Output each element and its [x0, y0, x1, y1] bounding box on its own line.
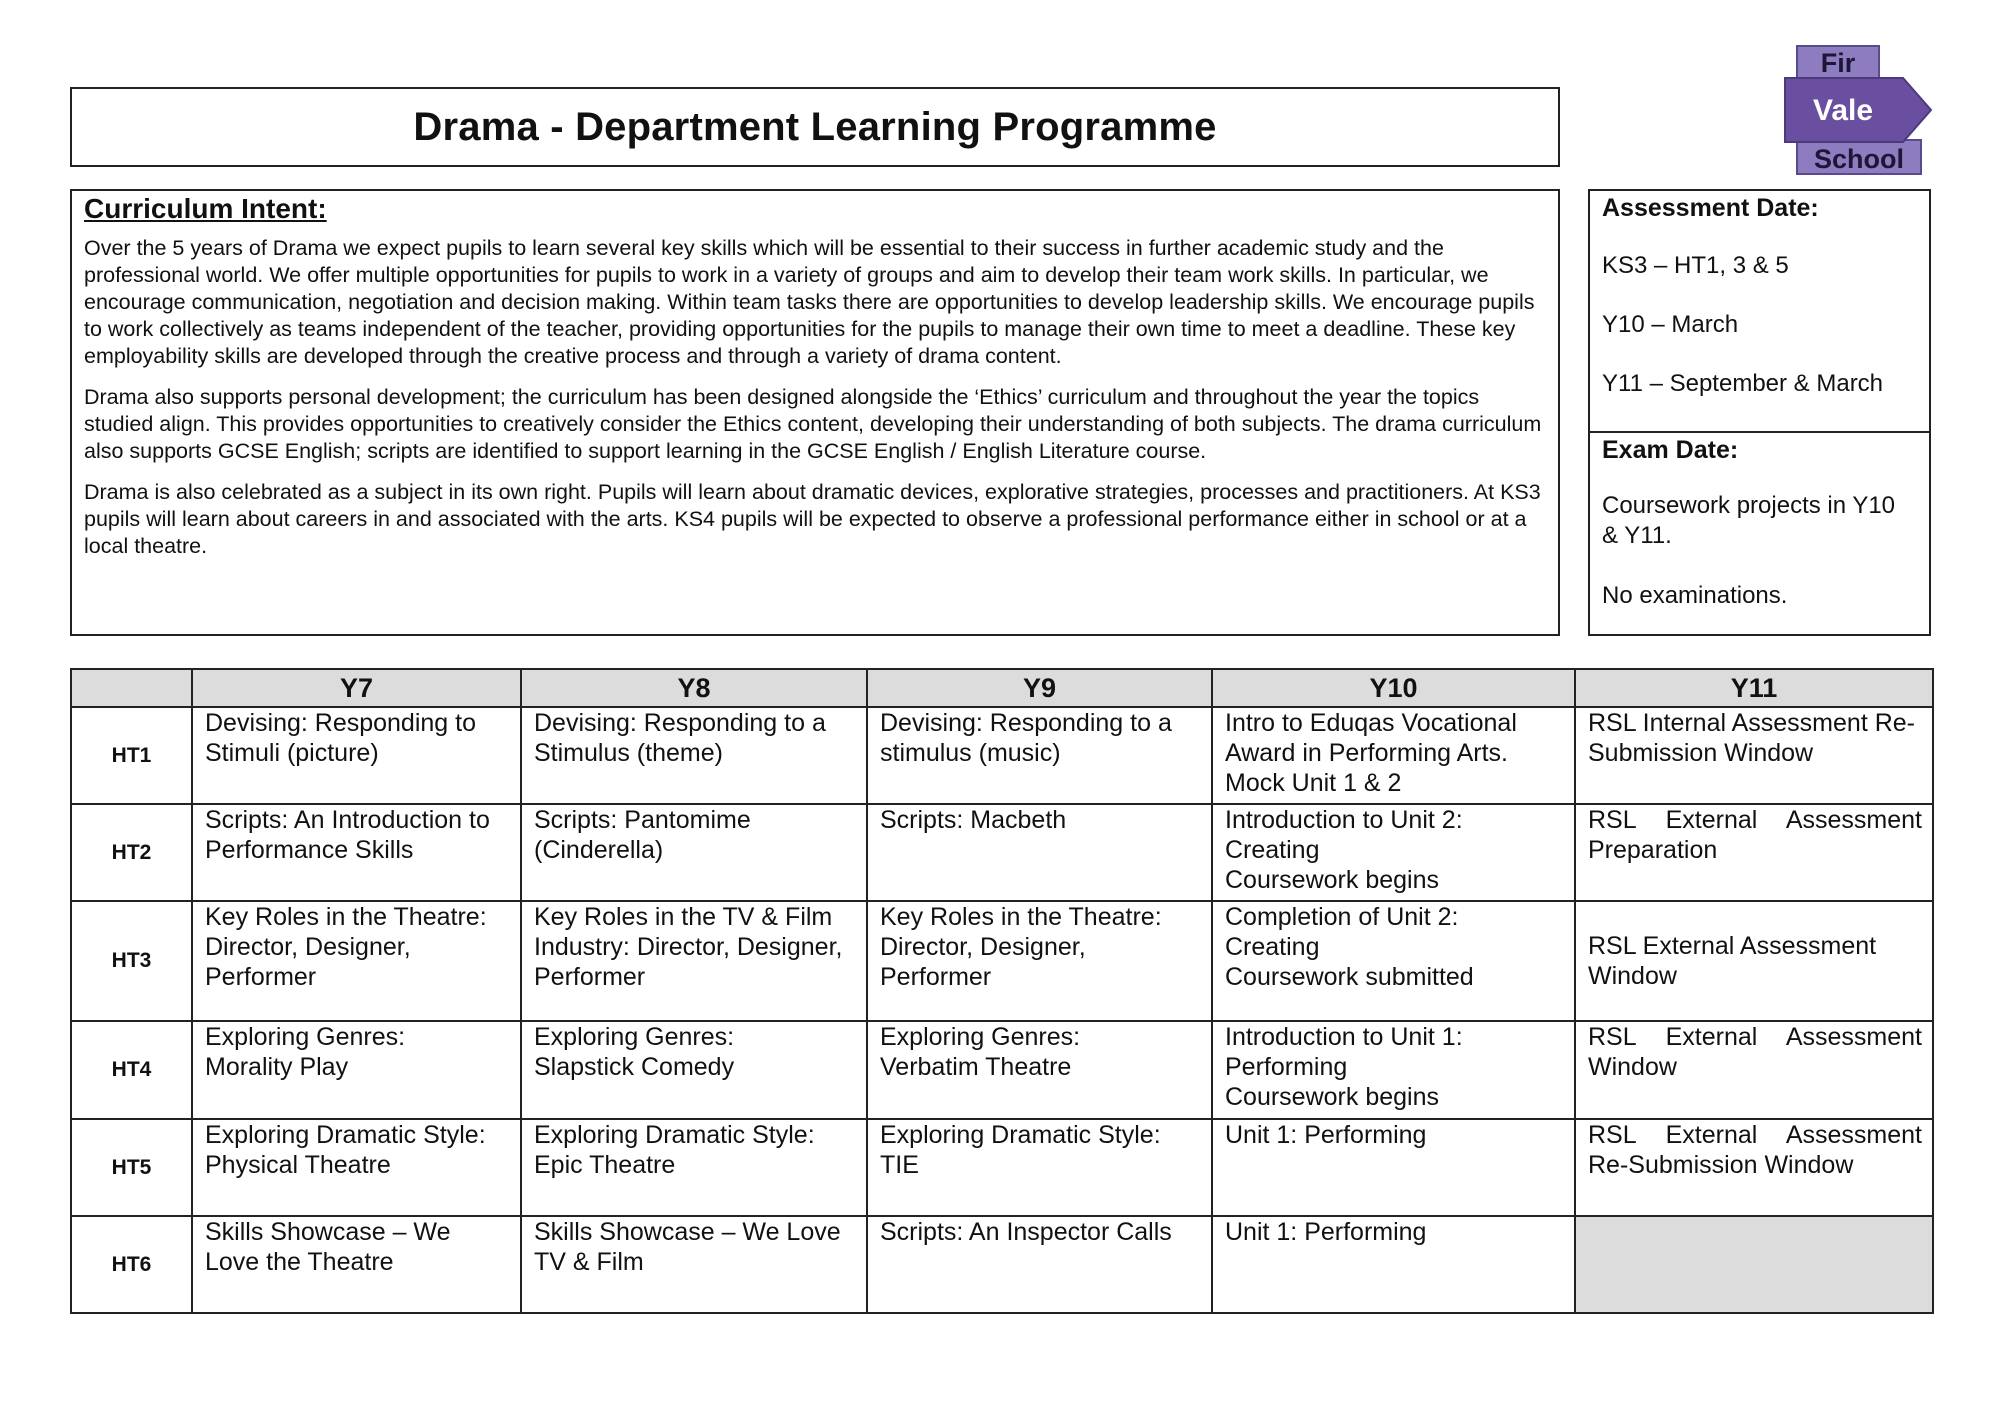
column-header: Y8 — [521, 669, 867, 707]
table-cell: Key Roles in the TV & Film Industry: Director, Designer, Performer — [521, 901, 867, 1021]
table-row — [71, 1021, 1933, 1119]
logo-text-vale: Vale — [1812, 94, 1874, 127]
table-header-row — [71, 669, 1933, 707]
table-cell: Skills Showcase – We Love TV & Film — [521, 1216, 867, 1313]
table-row — [71, 1216, 1933, 1313]
table-cell: Exploring Dramatic Style: Epic Theatre — [521, 1119, 867, 1216]
title-box — [70, 87, 1560, 167]
assessment-date-line: KS3 – HT1, 3 & 5 — [1602, 252, 1789, 279]
table-cell: Exploring Genres: Verbatim Theatre — [867, 1021, 1212, 1119]
empty-cell — [1575, 1216, 1933, 1313]
learning-programme-table — [70, 668, 1934, 1314]
exam-date-heading: Exam Date: — [1602, 436, 1739, 464]
table-cell: Exploring Dramatic Style: TIE — [867, 1119, 1212, 1216]
table-cell: Key Roles in the Theatre: Director, Designer, Performer — [192, 901, 521, 1021]
table-cell: Introduction to Unit 1: Performing Coursework begins — [1212, 1021, 1575, 1119]
table-row — [71, 707, 1933, 804]
page-title: Drama - Department Learning Programme — [413, 104, 1217, 149]
table-cell: Completion of Unit 2: Creating Coursework submitted — [1212, 901, 1575, 1021]
row-header: HT4 — [71, 1021, 192, 1119]
table-cell: Introduction to Unit 2: Creating Coursework begins — [1212, 804, 1575, 901]
table-row — [71, 1119, 1933, 1216]
assessment-date-heading: Assessment Date: — [1602, 194, 1819, 222]
table-cell: Devising: Responding to a Stimulus (theme) — [521, 707, 867, 804]
table-cell: Skills Showcase – We Love the Theatre — [192, 1216, 521, 1313]
column-header: Y7 — [192, 669, 521, 707]
table-cell: Scripts: An Inspector Calls — [867, 1216, 1212, 1313]
column-header: Y10 — [1212, 669, 1575, 707]
row-header: HT6 — [71, 1216, 192, 1313]
exam-date-section — [1590, 433, 1929, 611]
logo-text-fir: Fir — [1820, 48, 1856, 78]
exam-date-text: Coursework projects in Y10 & Y11. — [1602, 492, 1896, 549]
intent-heading: Curriculum Intent: — [84, 193, 327, 224]
intent-paragraph: Drama is also celebrated as a subject in its own right. Pupils will learn about dramatic devices, explorative strategies, processes and practitioners. At KS3 pupils will learn about careers in and associated with the arts. KS4 pupils will be expected to observe a professional performance either in school or at a local theatre. — [84, 480, 1541, 558]
school-crest-icon — [1783, 44, 1933, 176]
curriculum-intent-panel — [70, 189, 1560, 636]
table-cell: Devising: Responding to Stimuli (picture) — [192, 707, 521, 804]
table-cell: RSL External Assessment Window — [1575, 901, 1933, 1021]
column-header — [71, 669, 192, 707]
intent-paragraph: Over the 5 years of Drama we expect pupils to learn several key skills which will be essential to their success in further academic study and the professional world. We offer multiple opportunities for pupils to work in a variety of groups and aim to develop their team work skills. In particular, we encourage communication, negotiation and decision making. Within team tasks there are opportunities to develop leadership skills. We encourage pupils to work collectively as teams independent of the teacher, providing opportunities for the pupils to manage their own time to meet a deadline. These key employability skills are developed through the creative process and through a variety of drama content. — [84, 236, 1535, 368]
table-row — [71, 804, 1933, 901]
table-cell: Unit 1: Performing — [1212, 1216, 1575, 1313]
table-cell: Exploring Genres: Morality Play — [192, 1021, 521, 1119]
row-header: HT5 — [71, 1119, 192, 1216]
intent-paragraph: Drama also supports personal development; the curriculum has been designed alongside the ‘Ethics’ curriculum and throughout the year the topics studied align. This provides opportunities to creatively consider the Ethics content, developing their understanding of both subjects. The drama curriculum also supports GCSE English; scripts are identified to support learning in the GCSE English / English Literature course. — [84, 385, 1542, 463]
exam-date-text: No examinations. — [1602, 582, 1788, 609]
logo-text-school: School — [1813, 144, 1905, 174]
table-cell: RSL Internal Assessment Re-Submission Window — [1575, 707, 1933, 804]
table-cell: Scripts: Pantomime (Cinderella) — [521, 804, 867, 901]
table-cell: Scripts: Macbeth — [867, 804, 1212, 901]
assessment-date-section — [1590, 191, 1929, 433]
dates-panel — [1588, 189, 1931, 636]
table-cell: RSL External Assessment Window — [1575, 1021, 1933, 1119]
table-cell: Exploring Dramatic Style: Physical Theatre — [192, 1119, 521, 1216]
row-header: HT3 — [71, 901, 192, 1021]
column-header: Y9 — [867, 669, 1212, 707]
table-cell: RSL External Assessment Re-Submission Window — [1575, 1119, 1933, 1216]
table-cell: Intro to Eduqas Vocational Award in Performing Arts. Mock Unit 1 & 2 — [1212, 707, 1575, 804]
table-cell: Key Roles in the Theatre: Director, Designer, Performer — [867, 901, 1212, 1021]
assessment-date-line: Y10 – March — [1602, 311, 1739, 338]
table-cell: Scripts: An Introduction to Performance Skills — [192, 804, 521, 901]
table-row — [71, 901, 1933, 1021]
row-header: HT2 — [71, 804, 192, 901]
table-cell: RSL External Assessment Preparation — [1575, 804, 1933, 901]
assessment-date-line: Y11 – September & March — [1602, 370, 1884, 397]
table-cell: Exploring Genres: Slapstick Comedy — [521, 1021, 867, 1119]
table-cell: Devising: Responding to a stimulus (music) — [867, 707, 1212, 804]
column-header: Y11 — [1575, 669, 1933, 707]
table-cell: Unit 1: Performing — [1212, 1119, 1575, 1216]
row-header: HT1 — [71, 707, 192, 804]
